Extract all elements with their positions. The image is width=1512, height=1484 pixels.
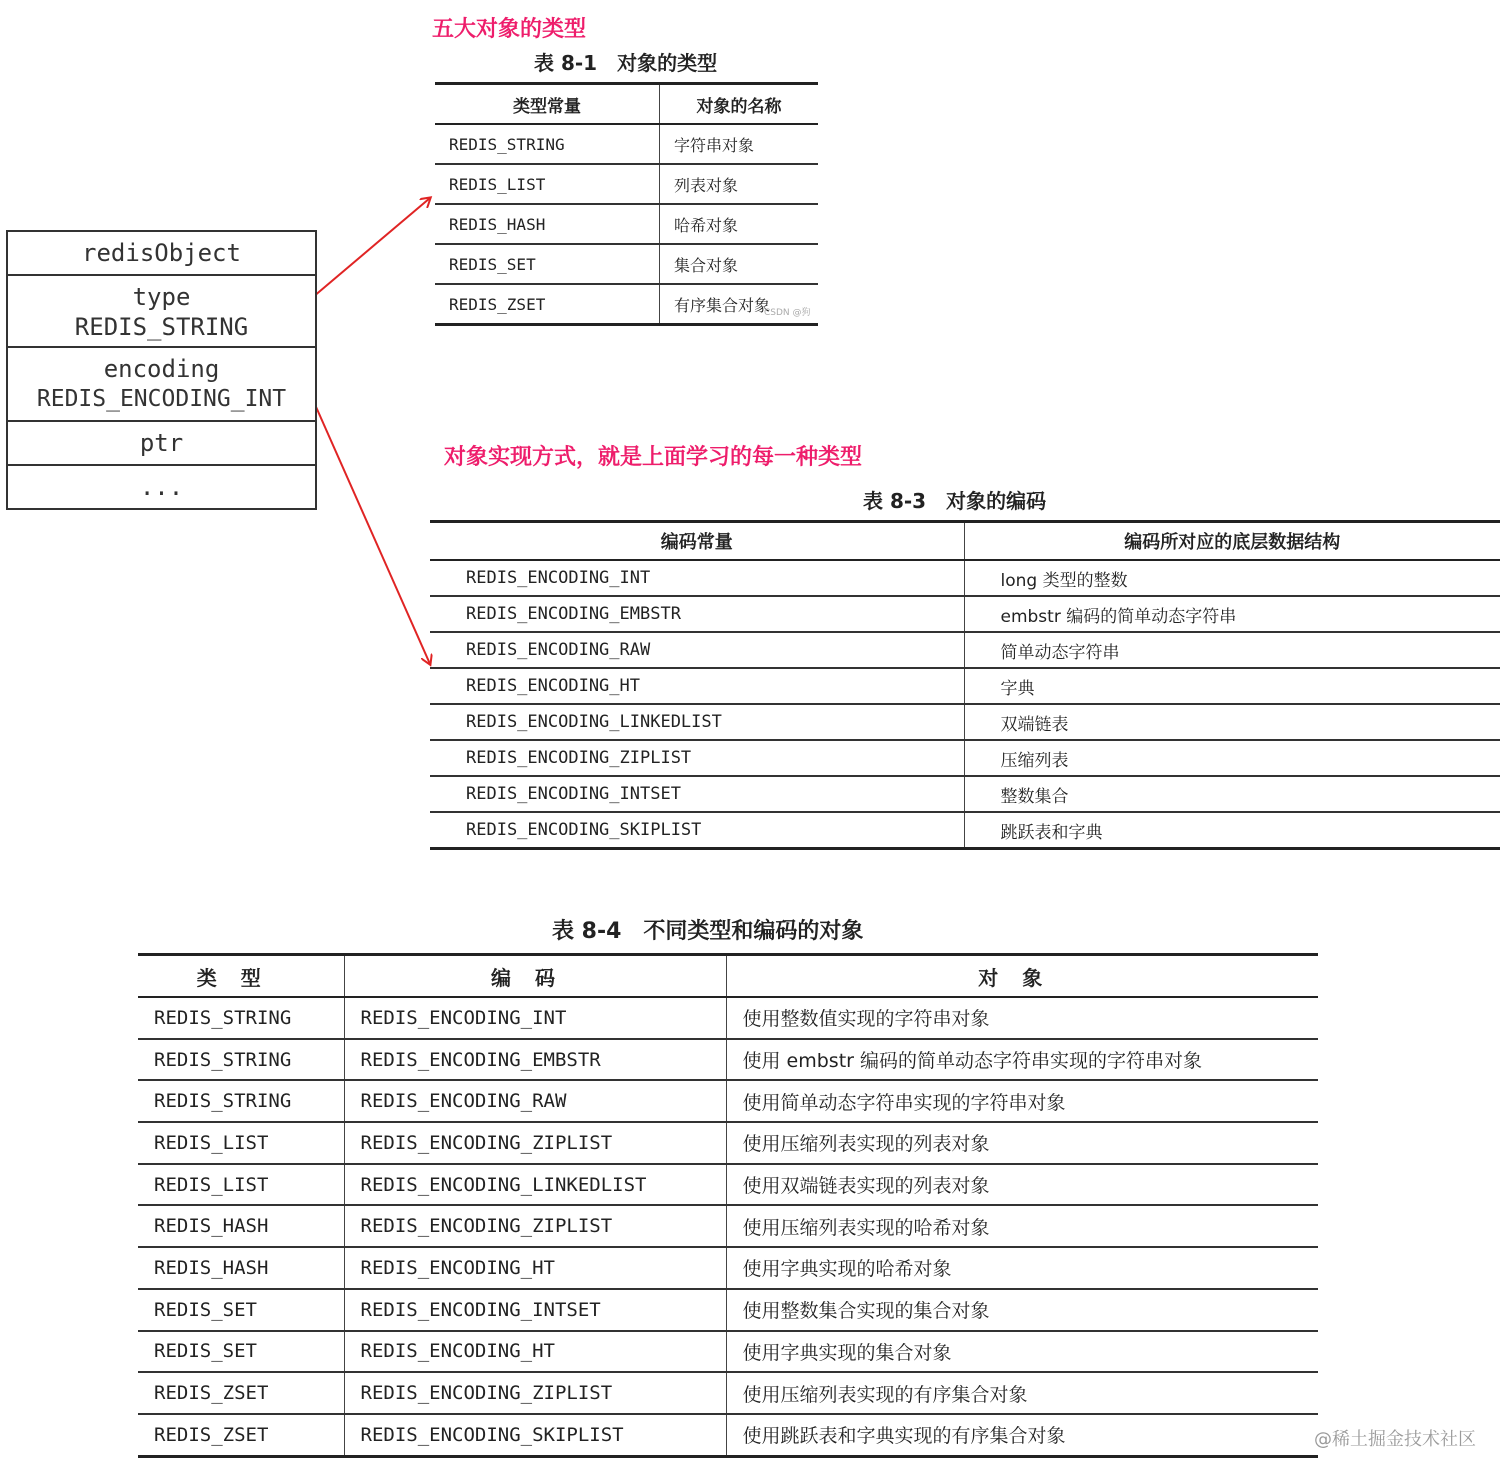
type-field <box>8 276 315 348</box>
encoding-cell: REDIS_ENCODING_HT <box>344 1247 726 1289</box>
table-object-types <box>435 82 818 326</box>
encoding-cell: REDIS_ENCODING_LINKEDLIST <box>344 1164 726 1206</box>
data-structure-cell: 双端链表 <box>964 704 1500 740</box>
table-row <box>138 1164 1318 1206</box>
object-cell: 使用双端链表实现的列表对象 <box>726 1164 1318 1206</box>
encoding-field <box>8 348 315 422</box>
column-header: 编码 <box>344 955 726 998</box>
column-header: 编码所对应的底层数据结构 <box>964 522 1500 561</box>
table-row <box>435 244 818 284</box>
column-header: 对象 <box>726 955 1318 998</box>
column-header: 类型常量 <box>435 84 660 125</box>
more-fields: ... <box>139 473 184 501</box>
encoding-constant-cell: REDIS_ENCODING_INTSET <box>430 776 964 812</box>
table-row <box>138 1372 1318 1414</box>
type-cell: REDIS_ZSET <box>138 1414 344 1456</box>
encoding-cell: REDIS_ENCODING_HT <box>344 1331 726 1373</box>
type-cell: REDIS_ZSET <box>138 1372 344 1414</box>
table-header-row <box>138 955 1318 998</box>
table-object-encodings <box>430 520 1500 850</box>
object-name-cell: 有序集合对象 <box>674 295 771 315</box>
data-structure-cell: 整数集合 <box>964 776 1500 812</box>
table-row <box>430 812 1500 849</box>
table-row <box>430 596 1500 632</box>
object-cell: 使用 embstr 编码的简单动态字符串实现的字符串对象 <box>726 1039 1318 1081</box>
table-row <box>138 1205 1318 1247</box>
table-row <box>138 1247 1318 1289</box>
table-header-row <box>435 84 818 125</box>
type-constant-cell: REDIS_LIST <box>435 164 660 204</box>
table-row <box>138 997 1318 1039</box>
table-row <box>138 1331 1318 1373</box>
juejin-watermark: @稀土掘金技术社区 <box>1314 1429 1476 1450</box>
encoding-cell: REDIS_ENCODING_EMBSTR <box>344 1039 726 1081</box>
arrow-type-to-types-table <box>300 198 430 308</box>
encoding-constant-cell: REDIS_ENCODING_ZIPLIST <box>430 740 964 776</box>
object-cell: 使用压缩列表实现的哈希对象 <box>726 1205 1318 1247</box>
table-row <box>435 124 818 164</box>
table-row <box>138 1414 1318 1456</box>
encoding-constant-cell: REDIS_ENCODING_INT <box>430 560 964 596</box>
table-row <box>430 668 1500 704</box>
type-cell: REDIS_STRING <box>138 1039 344 1081</box>
object-cell: 使用整数集合实现的集合对象 <box>726 1289 1318 1331</box>
encoding-constant-cell: REDIS_ENCODING_EMBSTR <box>430 596 964 632</box>
encoding-constant-cell: REDIS_ENCODING_SKIPLIST <box>430 812 964 849</box>
encoding-cell: REDIS_ENCODING_INT <box>344 997 726 1039</box>
type-constant-cell: REDIS_ZSET <box>435 284 660 325</box>
table-type-encoding-objects <box>138 953 1318 1458</box>
table-8-3-caption: 表 8-3 对象的编码 <box>863 489 1047 513</box>
type-cell: REDIS_HASH <box>138 1205 344 1247</box>
ptr-field: ptr <box>8 422 315 466</box>
table-row <box>138 1039 1318 1081</box>
type-constant-cell: REDIS_SET <box>435 244 660 284</box>
table-row <box>430 632 1500 668</box>
object-name-cell: 字符串对象 <box>660 124 819 164</box>
data-structure-cell: long 类型的整数 <box>964 560 1500 596</box>
table-row <box>430 560 1500 596</box>
encoding-field-label: encoding <box>103 355 220 383</box>
object-name-cell: 集合对象 <box>660 244 819 284</box>
column-header: 对象的名称 <box>660 84 819 125</box>
object-name-cell: 列表对象 <box>660 164 819 204</box>
table-row <box>430 776 1500 812</box>
type-cell: REDIS_LIST <box>138 1122 344 1164</box>
data-structure-cell: embstr 编码的简单动态字符串 <box>964 596 1500 632</box>
column-header: 类型 <box>138 955 344 998</box>
table-row <box>435 164 818 204</box>
redis-object-struct <box>6 230 317 510</box>
table-8-4-caption: 表 8-4 不同类型和编码的对象 <box>552 919 864 944</box>
type-cell: REDIS_LIST <box>138 1164 344 1206</box>
table-row <box>435 284 818 325</box>
redis-object-title: redisObject <box>8 232 315 276</box>
table-row <box>138 1122 1318 1164</box>
table-8-1-caption: 表 8-1 对象的类型 <box>534 51 718 75</box>
type-field-value: REDIS_STRING <box>74 313 249 341</box>
type-cell: REDIS_STRING <box>138 997 344 1039</box>
object-cell: 使用简单动态字符串实现的字符串对象 <box>726 1080 1318 1122</box>
data-structure-cell: 字典 <box>964 668 1500 704</box>
type-cell: REDIS_SET <box>138 1289 344 1331</box>
table-header-row <box>430 522 1500 561</box>
type-field-label: type <box>132 283 191 311</box>
encoding-cell: REDIS_ENCODING_INTSET <box>344 1289 726 1331</box>
table-row <box>435 204 818 244</box>
type-constant-cell: REDIS_HASH <box>435 204 660 244</box>
type-cell: REDIS_HASH <box>138 1247 344 1289</box>
object-cell: 使用字典实现的集合对象 <box>726 1331 1318 1373</box>
object-cell: 使用跳跃表和字典实现的有序集合对象 <box>742 1425 1066 1448</box>
object-name-cell: 哈希对象 <box>660 204 819 244</box>
data-structure-cell: 跳跃表和字典 <box>1000 822 1103 843</box>
object-cell: 使用字典实现的哈希对象 <box>726 1247 1318 1289</box>
type-constant-cell: REDIS_STRING <box>435 124 660 164</box>
arrow-encoding-to-encoding-table <box>305 382 430 664</box>
encoding-constant-cell: REDIS_ENCODING_LINKEDLIST <box>430 704 964 740</box>
table-row <box>138 1289 1318 1331</box>
data-structure-cell: 简单动态字符串 <box>964 632 1500 668</box>
table-row <box>138 1080 1318 1122</box>
annotation-five-types: 五大对象的类型 <box>432 17 587 42</box>
data-structure-cell: 压缩列表 <box>964 740 1500 776</box>
encoding-cell: REDIS_ENCODING_ZIPLIST <box>344 1122 726 1164</box>
encoding-cell: REDIS_ENCODING_ZIPLIST <box>344 1205 726 1247</box>
object-cell: 使用压缩列表实现的有序集合对象 <box>726 1372 1318 1414</box>
type-cell: REDIS_SET <box>138 1331 344 1373</box>
object-cell: 使用整数值实现的字符串对象 <box>726 997 1318 1039</box>
object-cell: 使用压缩列表实现的列表对象 <box>726 1122 1318 1164</box>
encoding-cell: REDIS_ENCODING_ZIPLIST <box>344 1372 726 1414</box>
csdn-watermark: CSDN @狗 <box>764 308 811 318</box>
encoding-constant-cell: REDIS_ENCODING_RAW <box>430 632 964 668</box>
encoding-cell: REDIS_ENCODING_RAW <box>344 1080 726 1122</box>
column-header: 编码常量 <box>430 522 964 561</box>
table-row <box>430 704 1500 740</box>
encoding-cell: REDIS_ENCODING_SKIPLIST <box>344 1414 726 1456</box>
type-cell: REDIS_STRING <box>138 1080 344 1122</box>
encoding-constant-cell: REDIS_ENCODING_HT <box>430 668 964 704</box>
table-row <box>430 740 1500 776</box>
annotation-implementation: 对象实现方式，就是上面学习的每一种类型 <box>444 445 863 470</box>
encoding-field-value: REDIS_ENCODING_INT <box>36 386 287 412</box>
